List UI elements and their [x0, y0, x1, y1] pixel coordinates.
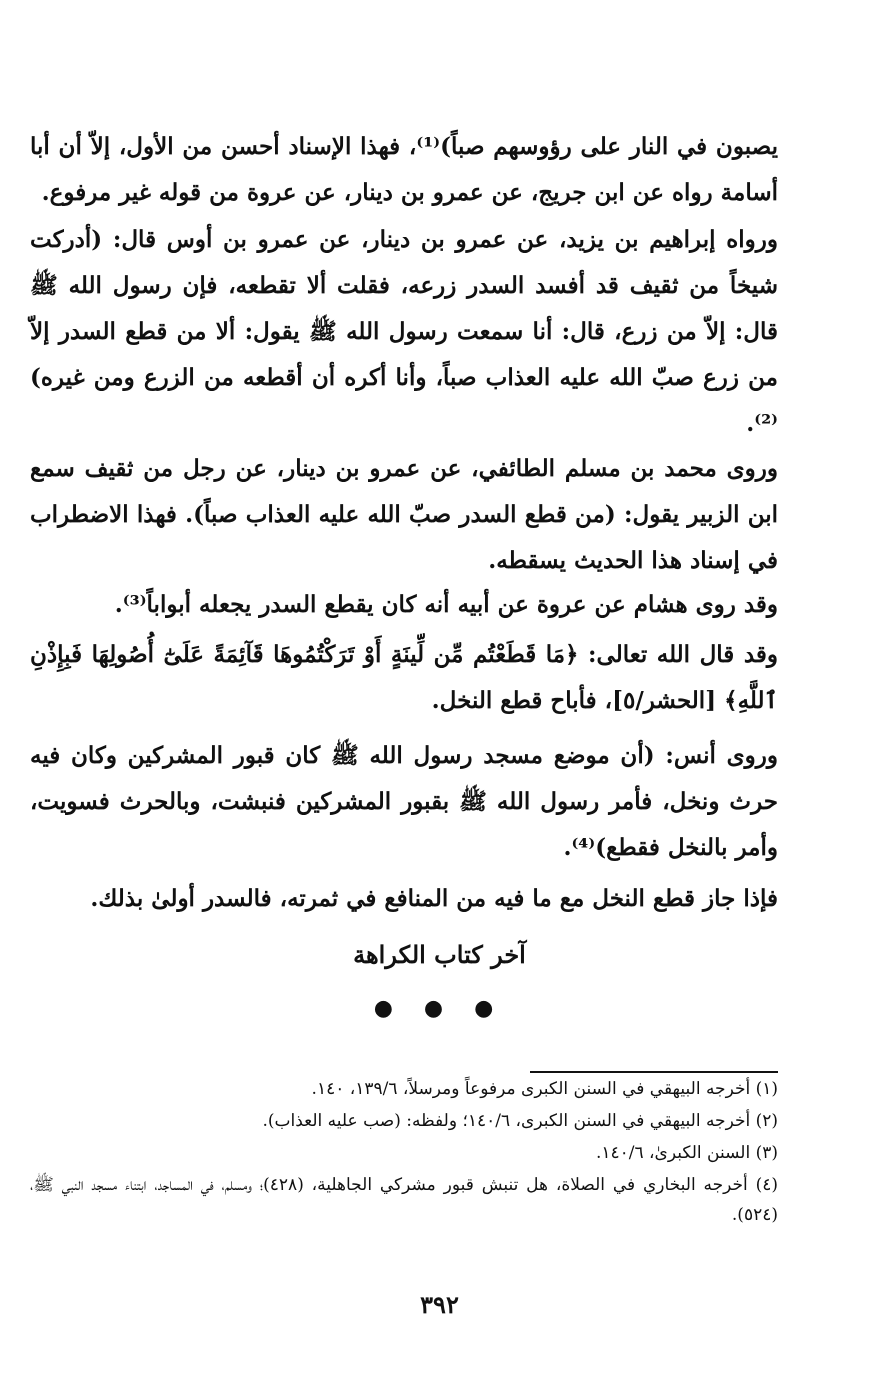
- footnote-4: (٤) أخرجه البخاري في الصلاة، هل تنبش قبور مشركي الجاهلية، (٤٢٨)؛ ومسلم، في المساجد، ابتناء مسجد النبي ﷺ، (٥٢٤).: [30, 1175, 778, 1225]
- footnote-2: (٢) أخرجه البيهقي في السنن الكبرى، ١٤٠/٦؛ ولفظه: (صب عليه العذاب).: [262, 1111, 778, 1131]
- footnote-3: (٣) السنن الكبرىٰ، ١٤٠/٦.: [595, 1143, 778, 1163]
- paragraph-4: وقد روى هشام عن عروة عن أبيه أنه كان يقطع السدر يجعله أبواباً⁽³⁾.: [114, 591, 778, 618]
- footnote-1: (١) أخرجه البيهقي في السنن الكبرى مرفوعاً ومرسلاً، ١٣٩/٦، ١٤٠.: [311, 1079, 778, 1099]
- paragraph-quran: وقد قال الله تعالى: ﴿مَا قَطَعْتُم مِّن لِّينَةٍ أَوْ تَرَكْتُمُوهَا قَآئِمَةً عَلَىٰٓ أُصُولِهَا فَبِإِذْنِ ٱللَّهِ﴾ [الحشر/٥]، فأباح قطع النخل.: [30, 641, 778, 714]
- footnote-divider: [530, 1071, 778, 1073]
- paragraph-6: فإذا جاز قطع النخل مع ما فيه من المنافع في ثمرته، فالسدر أولىٰ بذلك.: [90, 885, 778, 912]
- ornament-dots: ● ● ●: [373, 996, 506, 1021]
- paragraph-1: يصبون في النار على رؤوسهم صباً)⁽¹⁾، فهذا الإسناد أحسن من الأول، إلاّ أن أبا أسامة رواه عن ابن جريج، عن عمرو بن دينار، عن عروة من قوله غير مرفوع.: [30, 133, 778, 206]
- section-end-title: آخر كتاب الكراهة: [353, 940, 526, 969]
- paragraph-2: ورواه إبراهيم بن يزيد، عن عمرو بن دينار، عن عمرو بن أوس قال: (أدركت شيخاً من ثقيف قد أفسد السدر زرعه، فقلت ألا تقطعه، فإن رسول الله ﷺ قال: إلاّ من زرع، قال: أنا سمعت رسول الله ﷺ يقول: ألا من قطع السدر إلاّ من زرع صبّ الله عليه العذاب صباً، وأنا أكره أن أقطعه من الزرع ومن غيره)⁽²⁾.: [30, 226, 778, 437]
- paragraph-3: وروى محمد بن مسلم الطائفي، عن عمرو بن دينار، عن رجل من ثقيف سمع ابن الزبير يقول: (من قطع السدر صبّ الله عليه العذاب صباً). فهذا الاضطراب في إسناد هذا الحديث يسقطه.: [30, 455, 778, 574]
- page-number: ٣٩٢: [420, 1290, 459, 1319]
- paragraph-5: وروى أنس: (أن موضع مسجد رسول الله ﷺ كان قبور المشركين وكان فيه حرث ونخل، فأمر رسول الله ﷺ بقبور المشركين فنبشت، وبالحرث فسويت، وأمر بالنخل فقطع)⁽⁴⁾.: [30, 742, 778, 861]
